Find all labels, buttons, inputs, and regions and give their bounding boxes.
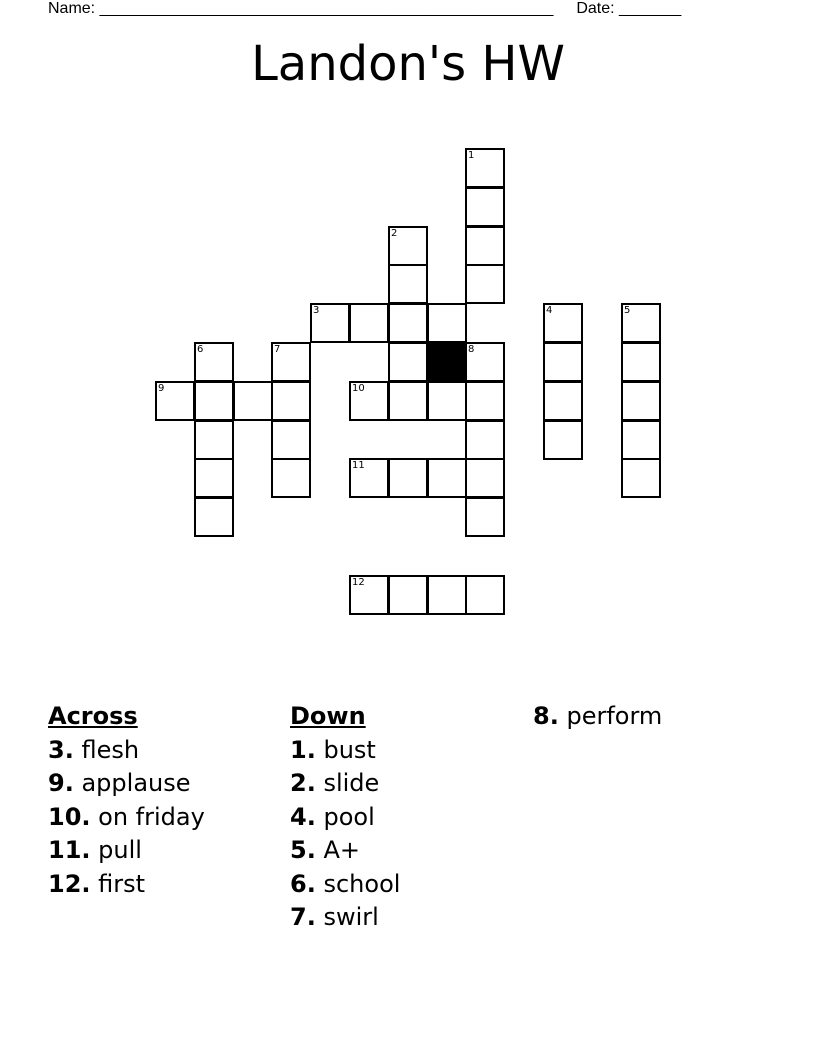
grid-cell[interactable]	[427, 381, 467, 421]
clue-number: 4	[546, 305, 553, 316]
grid-cell[interactable]	[388, 264, 428, 304]
clue-number: 5	[624, 305, 631, 316]
grid-cell-12[interactable]	[349, 575, 389, 615]
grid-cell-6[interactable]	[194, 342, 234, 382]
clue-down-2: 2. slide	[290, 769, 380, 797]
clue-number: 8	[468, 344, 475, 355]
grid-cell[interactable]	[388, 342, 428, 382]
grid-cell[interactable]	[271, 458, 311, 498]
name-blank: ___________________________________________________	[99, 0, 554, 17]
page-title: Landon's HW	[251, 36, 565, 92]
clue-number: 7	[274, 344, 281, 355]
grid-cell[interactable]	[465, 420, 505, 460]
grid-cell[interactable]	[271, 381, 311, 421]
grid-cell[interactable]	[194, 458, 234, 498]
grid-cell[interactable]	[621, 420, 661, 460]
across-heading: Across	[48, 702, 138, 730]
grid-cell[interactable]	[465, 497, 505, 537]
grid-cell[interactable]	[194, 497, 234, 537]
date-blank: _______	[619, 0, 682, 17]
clue-number: 9	[158, 383, 165, 394]
clue-number: 1	[468, 150, 475, 161]
grid-cell[interactable]	[465, 226, 505, 266]
down-heading: Down	[290, 702, 366, 730]
clue-across-3: 3. flesh	[48, 735, 140, 764]
clue-across-11: 11. pull	[48, 836, 142, 864]
grid-cell-1[interactable]	[465, 148, 505, 188]
clue-number: 6	[197, 344, 204, 355]
grid-cell[interactable]	[543, 381, 583, 421]
clue-number: 10	[352, 383, 365, 394]
across-clues	[48, 700, 205, 901]
grid-cell-4[interactable]	[543, 303, 583, 343]
grid-cell[interactable]	[194, 420, 234, 460]
grid-cell[interactable]	[388, 303, 428, 343]
down-clues-continued	[533, 700, 662, 734]
clue-down-4: 4. pool	[290, 802, 375, 831]
date-label: Date:	[576, 0, 615, 17]
grid-cell[interactable]	[233, 381, 273, 421]
grid-cell[interactable]	[427, 458, 467, 498]
grid-cell[interactable]	[349, 303, 389, 343]
down-clues	[290, 700, 400, 935]
grid-cell-11[interactable]	[349, 458, 389, 498]
grid-cell[interactable]	[388, 381, 428, 421]
grid-cell[interactable]	[427, 575, 467, 615]
grid-cell[interactable]	[271, 420, 311, 460]
grid-cell[interactable]	[465, 458, 505, 498]
grid-cell-9[interactable]	[155, 381, 195, 421]
grid-cell-7[interactable]	[271, 342, 311, 382]
grid-cell-3[interactable]	[310, 303, 350, 343]
grid-cell[interactable]	[465, 381, 505, 421]
clue-down-8: 8. perform	[533, 702, 663, 730]
clue-down-7: 7. swirl	[290, 903, 379, 931]
grid-cell[interactable]	[621, 458, 661, 498]
clue-down-1: 1. bust	[290, 735, 376, 764]
clue-across-10: 10. on friday	[48, 802, 205, 831]
clue-number: 11	[352, 460, 365, 471]
grid-cell[interactable]	[621, 342, 661, 382]
grid-cell[interactable]	[465, 575, 505, 615]
grid-cell-8[interactable]	[465, 342, 505, 382]
grid-cell[interactable]	[543, 342, 583, 382]
clue-number: 2	[391, 228, 398, 239]
name-label: Name:	[48, 0, 96, 17]
grid-cell[interactable]	[388, 458, 428, 498]
clue-number: 12	[352, 577, 365, 588]
clue-across-9: 9. applause	[48, 769, 191, 797]
grid-cell-2[interactable]	[388, 226, 428, 266]
clue-down-5: 5. A+	[290, 836, 360, 864]
grid-cell[interactable]	[194, 381, 234, 421]
grid-cell[interactable]	[465, 264, 505, 304]
grid-cell-5[interactable]	[621, 303, 661, 343]
grid-cell[interactable]	[427, 303, 467, 343]
grid-cell[interactable]	[388, 575, 428, 615]
grid-cell-10[interactable]	[349, 381, 389, 421]
clue-across-12: 12. first	[48, 869, 146, 898]
grid-cell[interactable]	[465, 187, 505, 227]
clue-number: 3	[313, 305, 320, 316]
clue-down-6: 6. school	[290, 869, 401, 898]
grid-cell[interactable]	[543, 420, 583, 460]
grid-cell[interactable]	[621, 381, 661, 421]
black-square	[427, 342, 467, 382]
